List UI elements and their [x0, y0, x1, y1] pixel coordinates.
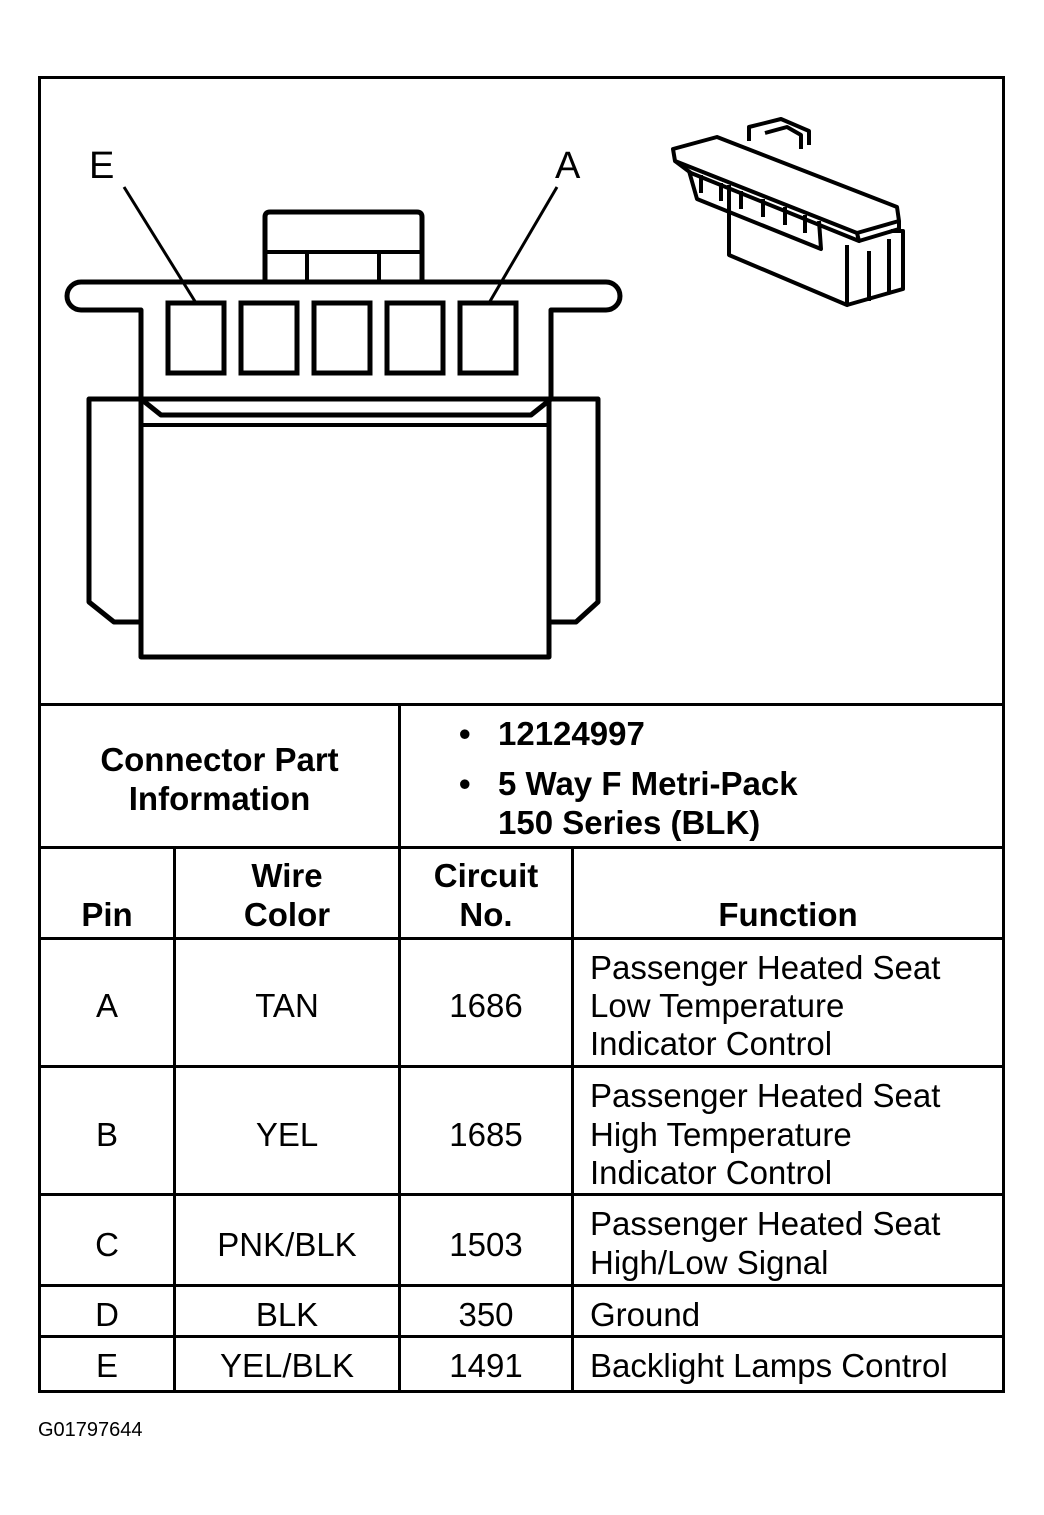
header-circuit-line2: No.: [459, 896, 513, 933]
callout-line-a: [489, 187, 557, 303]
header-rule-bottom: [41, 937, 1002, 940]
header-rule-top: [41, 846, 1002, 849]
row-b-wire: YEL: [255, 1116, 319, 1153]
row-rule-c: [41, 1284, 1002, 1287]
header-pin: Pin: [81, 896, 133, 933]
callout-line-e: [124, 187, 196, 303]
pin-cavity: [168, 303, 224, 373]
connector-description-line2: 150 Series (BLK): [498, 804, 761, 841]
info-divider: [398, 703, 401, 847]
connector-flange: [67, 282, 620, 399]
row-b-pin: B: [95, 1116, 118, 1153]
row-a-pin: A: [95, 987, 118, 1024]
row-d-pin: D: [95, 1296, 119, 1333]
row-rule-b: [41, 1193, 1002, 1196]
connector-description-line1: 5 Way F Metri-Pack: [498, 765, 798, 802]
pin-cavity: [387, 303, 443, 373]
connector-latch: [265, 212, 422, 282]
row-b-circuit: 1685: [449, 1116, 523, 1153]
diagram-frame: [38, 76, 1005, 1393]
row-c-circuit: 1503: [449, 1226, 523, 1263]
bullet-part-number: •: [459, 715, 471, 752]
connector-drawing: [41, 79, 1002, 704]
row-rule-a: [41, 1065, 1002, 1068]
pin-cavity: [241, 303, 297, 373]
row-a-circuit: 1686: [449, 987, 523, 1024]
bullet-description: •: [459, 765, 471, 802]
row-e-wire: YEL/BLK: [220, 1347, 354, 1384]
header-wire-line1: Wire: [251, 857, 323, 894]
row-e-function-line1: Backlight Lamps Control: [590, 1347, 948, 1384]
header-wire-line2: Color: [243, 896, 331, 933]
row-a-function-line2: Low Temperature: [590, 987, 845, 1024]
pin-cavity: [460, 303, 516, 373]
header-function: Function: [718, 896, 858, 933]
row-b-function-line2: High Temperature: [590, 1116, 852, 1153]
row-b-function-line3: Indicator Control: [590, 1154, 833, 1191]
pin-cavities: [168, 303, 516, 373]
header-circuit-line1: Circuit: [433, 857, 539, 894]
table-rule-top: [41, 703, 1002, 706]
row-a-function-line3: Indicator Control: [590, 1025, 833, 1062]
pin-label-a: A: [555, 145, 581, 187]
connector-isometric-view: [673, 119, 903, 305]
row-e-circuit: 1491: [449, 1347, 523, 1384]
row-a-function-line1: Passenger Heated Seat: [590, 949, 941, 986]
row-c-function-line1: Passenger Heated Seat: [590, 1205, 941, 1242]
row-d-wire: BLK: [255, 1296, 319, 1333]
connector-info-label-line2: Information: [128, 780, 311, 817]
pin-cavity: [314, 303, 370, 373]
row-c-pin: C: [95, 1226, 119, 1263]
pin-label-e: E: [89, 145, 115, 187]
part-number: 12124997: [498, 715, 645, 752]
row-d-function-line1: Ground: [590, 1296, 701, 1333]
row-e-pin: E: [95, 1347, 118, 1384]
row-c-function-line2: High/Low Signal: [590, 1244, 829, 1281]
row-b-function-line1: Passenger Heated Seat: [590, 1077, 941, 1114]
connector-housing: [89, 399, 598, 657]
row-c-wire: PNK/BLK: [217, 1226, 357, 1263]
figure-code: G01797644: [38, 1419, 143, 1441]
row-a-wire: TAN: [255, 987, 319, 1024]
connector-info-label-line1: Connector Part: [100, 741, 339, 778]
row-d-circuit: 350: [458, 1296, 514, 1333]
row-rule-d: [41, 1335, 1002, 1338]
